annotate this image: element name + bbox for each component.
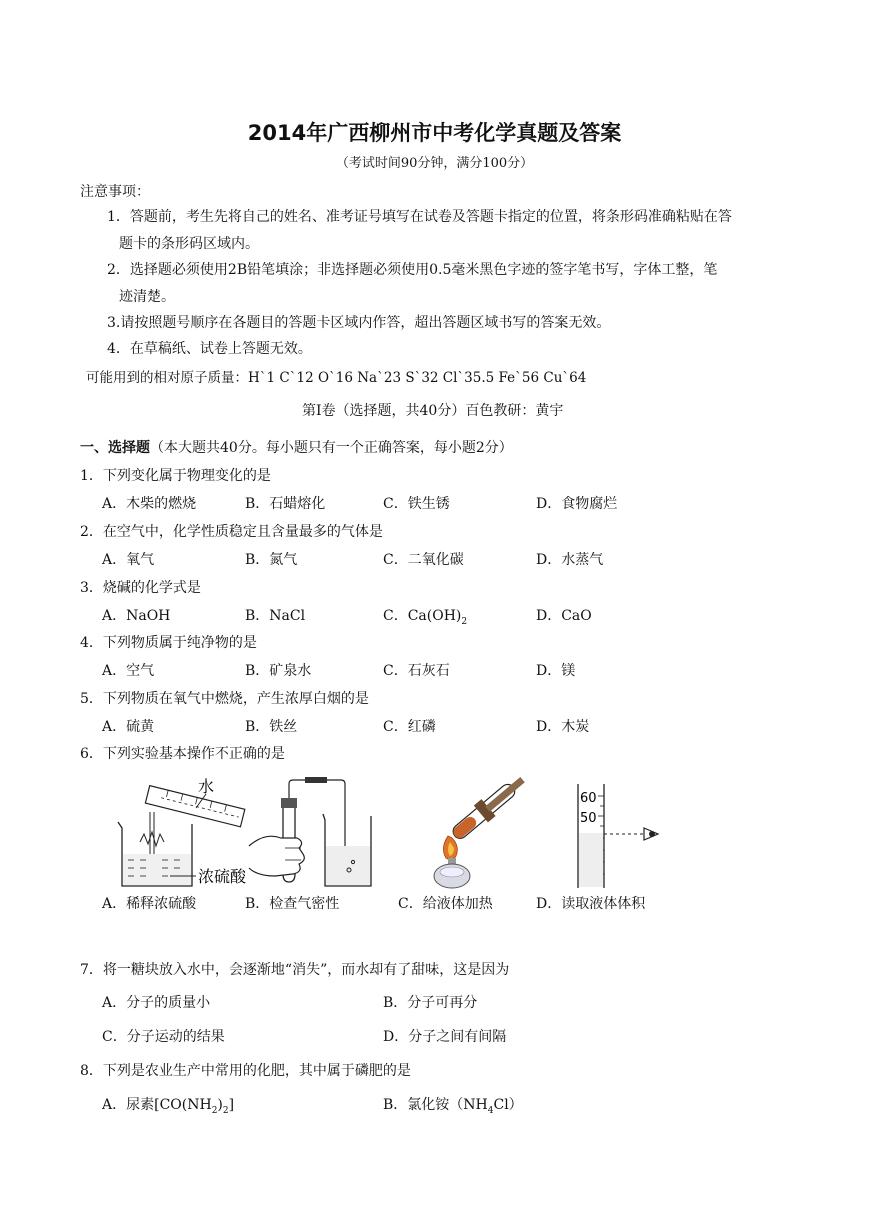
option: A．分子的质量小 [102, 995, 211, 1011]
option: D．读取液体体积 [536, 896, 646, 912]
option: A．木柴的燃烧 [102, 496, 197, 512]
option: D．镁 [536, 663, 576, 679]
option: B．铁丝 [245, 719, 298, 735]
option: D．分子之间有间隔 [383, 1029, 507, 1045]
option: B．检查气密性 [245, 896, 340, 912]
question-stem: 6．下列实验基本操作不正确的是 [80, 746, 285, 762]
note-line: 2．选择题必须使用2B铅笔填涂；非选择题必须使用0.5毫米黑色字迹的签字笔书写，字体工整，笔 [107, 262, 718, 278]
water-label: 水 [198, 777, 215, 796]
notes-heading: 注意事项： [80, 184, 150, 200]
option: C．石灰石 [383, 663, 450, 679]
figure-graduated-cylinder [570, 776, 680, 894]
section-one-heading [80, 437, 513, 457]
option-urea: A．尿素$[CO(NH_2)_2]$ [102, 1097, 235, 1116]
question-stem: 1．下列变化属于物理变化的是 [80, 468, 271, 484]
atomic-masses: 可能用到的相对原子质量：H`1 C`12 O`16 Na`23 S`32 Cl`35.5 Fe`56 Cu`64 [86, 370, 587, 386]
option: B．石蜡熔化 [245, 496, 326, 512]
part-one-heading: 第Ⅰ卷（选择题，共40分）百色教研：黄宇 [302, 403, 564, 419]
figure-heating-liquid [420, 776, 540, 894]
option: D．CaO [536, 608, 592, 624]
question-stem: 7．将一糖块放入水中，会逐渐地“消失”，而水却有了甜味，这是因为 [80, 962, 510, 978]
option-ammonium-chloride: B．氯化铵$(NH_4Cl)$ [383, 1097, 523, 1116]
section-one-label: 一、选择题 [80, 440, 150, 456]
option: B．矿泉水 [245, 663, 312, 679]
option: A．氧气 [102, 552, 155, 568]
option: D．水蒸气 [536, 552, 604, 568]
option-calcium-hydroxide: C．$Ca(OH)_2$ [383, 608, 468, 627]
tick-50: 50 [580, 811, 597, 826]
option: C．铁生锈 [383, 496, 450, 512]
figure-airtightness [245, 776, 385, 894]
option: B．NaCl [245, 608, 306, 624]
option: D．木炭 [536, 719, 590, 735]
section-one-desc: （本大题共40分。每小题只有一个正确答案，每小题2分） [150, 440, 513, 456]
question-stem: 8．下列是农业生产中常用的化肥，其中属于磷肥的是 [80, 1063, 411, 1079]
option: A．稀释浓硫酸 [102, 896, 197, 912]
option: C．红磷 [383, 719, 436, 735]
acid-label: 浓硫酸 [198, 867, 247, 886]
note-line: 题卡的条形码区域内。 [119, 236, 259, 252]
option: C．二氧化碳 [383, 552, 464, 568]
tick-60: 60 [580, 791, 597, 806]
question-stem: 3．烧碱的化学式是 [80, 580, 201, 596]
option: A．NaOH [102, 608, 171, 624]
option: B．分子可再分 [383, 995, 478, 1011]
option: B．氮气 [245, 552, 298, 568]
note-line: 迹清楚。 [119, 289, 175, 305]
option: A．空气 [102, 663, 155, 679]
note-line: 4．在草稿纸、试卷上答题无效。 [107, 341, 312, 357]
option: A．硫黄 [102, 719, 155, 735]
note-line: 1．答题前，考生先将自己的姓名、准考证号填写在试卷及答题卡指定的位置，将条形码准确粘贴在答 [107, 209, 732, 225]
option: C．给液体加热 [398, 896, 493, 912]
option: C．分子运动的结果 [102, 1029, 225, 1045]
option: D．食物腐烂 [536, 496, 618, 512]
question-stem: 5．下列物质在氧气中燃烧，产生浓厚白烟的是 [80, 691, 369, 707]
page-subtitle: （考试时间90分钟，满分100分） [335, 156, 534, 171]
question-stem: 4．下列物质属于纯净物的是 [80, 635, 257, 651]
question-stem: 2．在空气中，化学性质稳定且含量最多的气体是 [80, 524, 383, 540]
page-title: 2014年广西柳州市中考化学真题及答案 [247, 121, 622, 145]
note-line: 3.请按照题号顺序在各题目的答题卡区域内作答，超出答题区域书写的答案无效。 [107, 315, 611, 331]
